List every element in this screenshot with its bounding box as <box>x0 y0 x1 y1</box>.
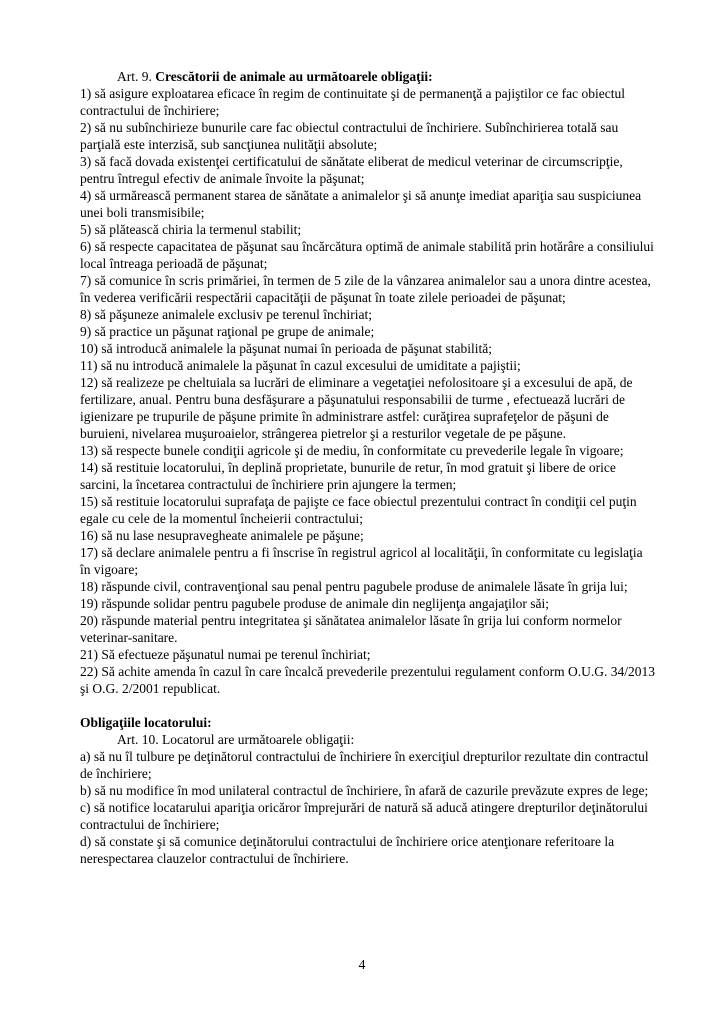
art10-item-b: b) să nu modifice în mod unilateral contractul de închiriere, în afară de cazurile prevăzute expres de lege; <box>80 783 649 798</box>
art9-item-1: 1) să asigure exploatarea eficace în regim de continuitate şi de permanenţă a pajiştilor ce fac obiectul contractului de închiriere; <box>80 86 625 118</box>
art9-item-22: 22) Să achite amenda în cazul în care încalcă prevederile prezentului regulament conform O.U.G. 34/2013 şi O.G. 2/2001 republicat. <box>80 664 655 696</box>
art9-item-19: 19) răspunde solidar pentru pagubele produse de animale din neglijenţa angajaţilor săi; <box>80 596 549 611</box>
art9-item-10: 10) să introducă animalele la păşunat numai în perioada de păşunat stabilită; <box>80 341 492 356</box>
document-page <box>80 68 655 867</box>
art9-item-5: 5) să plătească chiria la termenul stabilit; <box>80 222 302 237</box>
art9-item-8: 8) să păşuneze animalele exclusiv pe terenul închiriat; <box>80 307 373 322</box>
art9-item-3: 3) să facă dovada existenţei certificatului de sănătate eliberat de medicul veterinar de circumscripţie, pentru întregul efectiv de animale învoite la păşunat; <box>80 154 623 186</box>
art9-item-17: 17) să declare animalele pentru a fi înscrise în registrul agricol al localităţii, în conformitate cu legislaţia în vigoare; <box>80 545 643 577</box>
art10-heading: Art. 10. Locatorul are următoarele obligaţii: <box>117 732 355 747</box>
art9-title: Crescătorii de animale au următoarele obligaţii: <box>155 69 433 84</box>
art9-label: Art. 9. <box>117 69 156 84</box>
art9-item-15: 15) să restituie locatorului suprafaţa de pajişte ce face obiectul prezentului contract în condiţii cel puţin egale cu cele de la momentul încheierii contractului; <box>80 494 637 526</box>
art9-item-13: 13) să respecte bunele condiţii agricole şi de mediu, în conformitate cu prevederile legale în vigoare; <box>80 443 624 458</box>
art9-item-9: 9) să practice un păşunat raţional pe grupe de animale; <box>80 324 375 339</box>
art9-item-21: 21) Să efectueze păşunatul numai pe terenul închiriat; <box>80 647 371 662</box>
art9-item-7: 7) să comunice în scris primăriei, în termen de 5 zile de la vânzarea animalelor sau a unora dintre acestea, în vederea verificării respectării capacităţii de păşunat în toate zilele perioadei de păşunat; <box>80 273 651 305</box>
art9-heading <box>80 68 655 85</box>
section-spacer <box>80 697 655 714</box>
art9-item-14: 14) să restituie locatorului, în deplină proprietate, bunurile de retur, în mod gratuit şi libere de orice sarcini, la încetarea contractului de închiriere prin ajungere la termen; <box>80 460 616 492</box>
locator-section-title: Obligaţiile locatorului: <box>80 715 212 730</box>
art9-item-18: 18) răspunde civil, contravenţional sau penal pentru pagubele produse de animalele lăsate în grija lui; <box>80 579 628 594</box>
art10-item-c: c) să notifice locatarului apariţia oricăror împrejurări de natură să aducă atingere drepturilor deţinătorului contractului de închiriere; <box>80 800 648 832</box>
art10-item-a: a) să nu îl tulbure pe deţinătorul contractului de închiriere în exerciţiul drepturilor rezultate din contractul de închiriere; <box>80 749 649 781</box>
art9-item-4: 4) să urmărească permanent starea de sănătate a animalelor şi să anunţe imediat apariţia sau suspiciunea unei boli transmisibile; <box>80 188 642 220</box>
art9-item-16: 16) să nu lase nesupravegheate animalele pe păşune; <box>80 528 364 543</box>
art9-item-12: 12) să realizeze pe cheltuiala sa lucrări de eliminare a vegetaţiei nefolositoare şi a excesului de apă, de fertilizare, anual. Pentru buna desfăşurare a păşunatului responsabilii de turme , efectuează lucrări de igienizare pe trupurile de păşune primite în administrare astfel: curăţirea suprafeţelor de păşuni de buruieni, nivelarea muşuroaielor, strângerea pietrelor şi a resturilor vegetale de pe păşune. <box>80 375 633 441</box>
art9-item-20: 20) răspunde material pentru integritatea şi sănătatea animalelor lăsate în grija lui conform normelor veterinar-sanitare. <box>80 613 622 645</box>
art9-item-2: 2) să nu subînchirieze bunurile care fac obiectul contractului de închiriere. Subînchirierea totală sau parţială este interzisă, sub sancţiunea nulităţii absolute; <box>80 120 619 152</box>
page-number: 4 <box>358 957 366 972</box>
art10-item-d: d) să constate şi să comunice deţinătorului contractului de închiriere orice atenţionare referitoare la nerespectarea clauzelor contractului de închiriere. <box>80 834 615 866</box>
art9-item-6: 6) să respecte capacitatea de păşunat sau încărcătura optimă de animale stabilită prin hotărâre a consiliului local întreaga perioadă de păşunat; <box>80 239 654 271</box>
art9-item-11: 11) să nu introducă animalele la păşunat în cazul excesului de umiditate a pajiştii; <box>80 358 521 373</box>
